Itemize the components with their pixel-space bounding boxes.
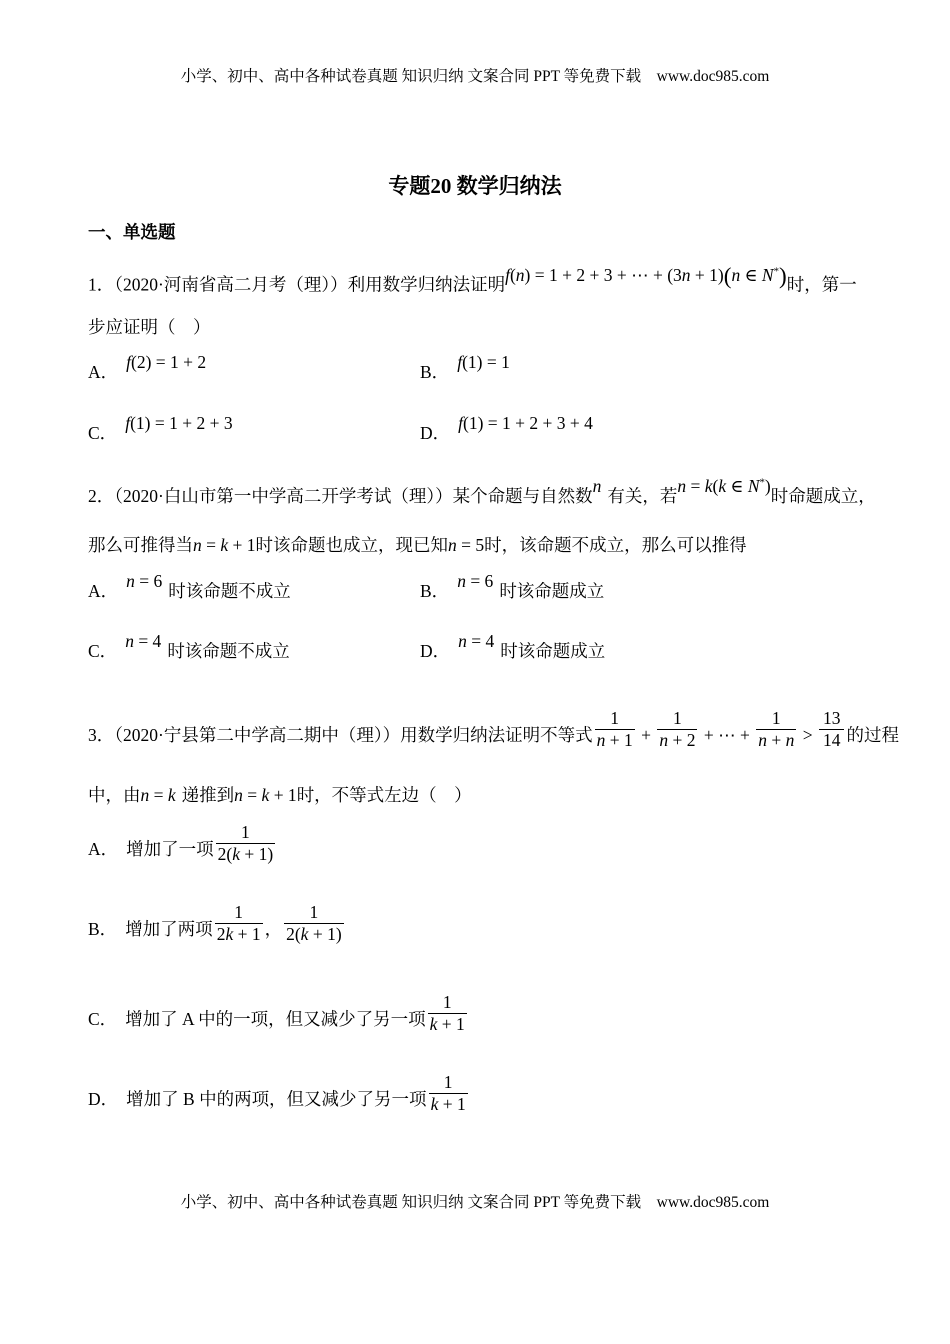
question-2-formula-nk: n = k(k ∈ N*): [677, 476, 771, 496]
question-3-formula-k1: n = k + 1: [234, 785, 297, 805]
question-1-formula: f(n) = 1 + 2 + 3 + ⋯ + (3n + 1)(n ∈ N*): [505, 262, 787, 288]
question-2-option-c: [88, 631, 420, 663]
question-1-options-row-2: [88, 413, 914, 445]
option-d-text: 时该命题成立: [500, 641, 606, 661]
question-3-inequality-formula: $\frac{1}{n + 1}$ + $\frac{1}{n + 2}$ + ⋯ + $\frac{1}{n + n}$ > $\frac{13}{14}$: [593, 725, 847, 745]
option-d-fraction: $\frac{1}{k + 1}$: [430, 1072, 466, 1114]
question-2-source-text: （2020·白山市第一中学高二开学考试（理））某个命题与自然数: [114, 486, 593, 506]
question-2-option-b: [420, 571, 914, 603]
question-2-formula-n: n: [592, 476, 602, 496]
option-d-formula: n = 4: [458, 631, 495, 651]
question-3-number: 3．: [88, 725, 115, 745]
page-header: 小学、初中、高中各种试卷真题 知识归纳 文案合同 PPT 等免费下载 www.doc985.com: [180, 68, 770, 85]
option-b-text: 增加了两项: [125, 919, 213, 939]
option-c-label: C．: [88, 1009, 118, 1029]
question-1-source-text: （2020·河南省高二月考（理））利用数学归纳法证明: [114, 274, 506, 295]
question-1-stem-suffix: 时，第一: [786, 274, 857, 295]
section-heading: 一、单选题: [88, 222, 176, 242]
option-a-label: A．: [88, 581, 119, 601]
option-b-formula: n = 6: [457, 571, 494, 591]
option-a-formula: f(2) = 1 + 2: [126, 352, 207, 372]
question-1-stem-line-1: [88, 262, 914, 297]
question-3-option-b: [88, 902, 914, 945]
option-a-formula: n = 6: [126, 571, 163, 591]
option-b-label: B．: [420, 581, 450, 601]
option-b-fraction-2: $\frac{1}{2(k + 1)}$: [286, 902, 342, 944]
question-2-line2-b: 时该命题也成立，现已知: [255, 535, 449, 555]
question-1-option-c: [88, 413, 420, 445]
option-c-fraction: $\frac{1}{k + 1}$: [429, 992, 465, 1034]
question-3-source-text: （2020·宁县第二中学高二期中（理））用数学归纳法证明不等式: [114, 725, 593, 745]
question-1-number: 1．: [88, 274, 115, 295]
question-3-stem-line-2: [88, 782, 914, 807]
question-2-formula-k1: n = k + 1: [193, 535, 256, 555]
page-footer: 小学、初中、高中各种试卷真题 知识归纳 文案合同 PPT 等免费下载 www.doc985.com: [180, 1194, 770, 1211]
question-3-line2-c: 时，不等式左边（ ）: [296, 785, 472, 805]
option-a-label: A．: [88, 839, 119, 859]
option-c-label: C．: [88, 423, 118, 443]
question-3-formula-nk: n = k: [140, 785, 176, 805]
option-a-label: A．: [88, 362, 119, 382]
question-2-option-d: [420, 631, 914, 663]
option-b-label: B．: [88, 919, 118, 939]
page-title: 专题20 数学归纳法: [388, 174, 562, 198]
question-3-option-c: [88, 992, 914, 1035]
option-b-fraction-1: $\frac{1}{2k + 1}$: [216, 902, 261, 944]
question-3-line2-a: 中，由: [88, 785, 141, 805]
question-1-options-row-1: [88, 352, 914, 384]
option-d-label: D．: [420, 641, 451, 661]
option-b-label: B．: [420, 362, 450, 382]
option-d-formula: f(1) = 1 + 2 + 3 + 4: [458, 413, 593, 433]
question-3-stem-line-1: [88, 708, 914, 751]
question-2-stem-line-1: [88, 476, 914, 508]
option-c-text: 时该命题不成立: [167, 641, 290, 661]
option-c-text: 增加了 A 中的一项，但又减少了另一项: [125, 1009, 426, 1029]
question-2-number: 2．: [88, 486, 115, 506]
option-b-text: 时该命题成立: [499, 581, 605, 601]
option-a-text: 时该命题不成立: [168, 581, 291, 601]
option-c-label: C．: [88, 641, 118, 661]
option-d-label: D．: [420, 423, 451, 443]
option-c-formula: f(1) = 1 + 2 + 3: [125, 413, 233, 433]
question-2-options-row-2: [88, 631, 914, 663]
option-a-text: 增加了一项: [126, 839, 214, 859]
question-2-stem-line-2: [88, 532, 914, 557]
option-a-fraction: $\frac{1}{2(k + 1)}$: [217, 822, 274, 864]
question-3-option-a: [88, 822, 914, 865]
question-2-line2-c: 时，该命题不成立，那么可以推得: [484, 535, 747, 555]
option-c-formula: n = 4: [125, 631, 162, 651]
question-3-stem-suffix: 的过程: [846, 725, 899, 745]
question-1-option-b: [420, 352, 914, 384]
question-2-line2-a: 那么可推得当: [88, 535, 193, 555]
question-2-option-a: [88, 571, 420, 603]
question-1-stem-line-2: 步应证明（ ）: [88, 317, 211, 337]
question-2-options-row-1: [88, 571, 914, 603]
question-3-line2-b: 递推到: [181, 785, 235, 805]
question-2-mid-text: 有关，若: [607, 486, 678, 506]
option-d-text: 增加了 B 中的两项，但又减少了另一项: [126, 1089, 427, 1109]
option-d-label: D．: [88, 1089, 119, 1109]
option-b-formula: f(1) = 1: [457, 352, 510, 372]
option-b-separator: ，: [264, 919, 283, 939]
question-1-option-d: [420, 413, 914, 445]
question-1-option-a: [88, 352, 420, 384]
question-2-formula-n5: n = 5: [448, 535, 485, 555]
question-3-option-d: [88, 1072, 914, 1115]
question-2-stem-suffix: 时命题成立，: [770, 486, 876, 506]
